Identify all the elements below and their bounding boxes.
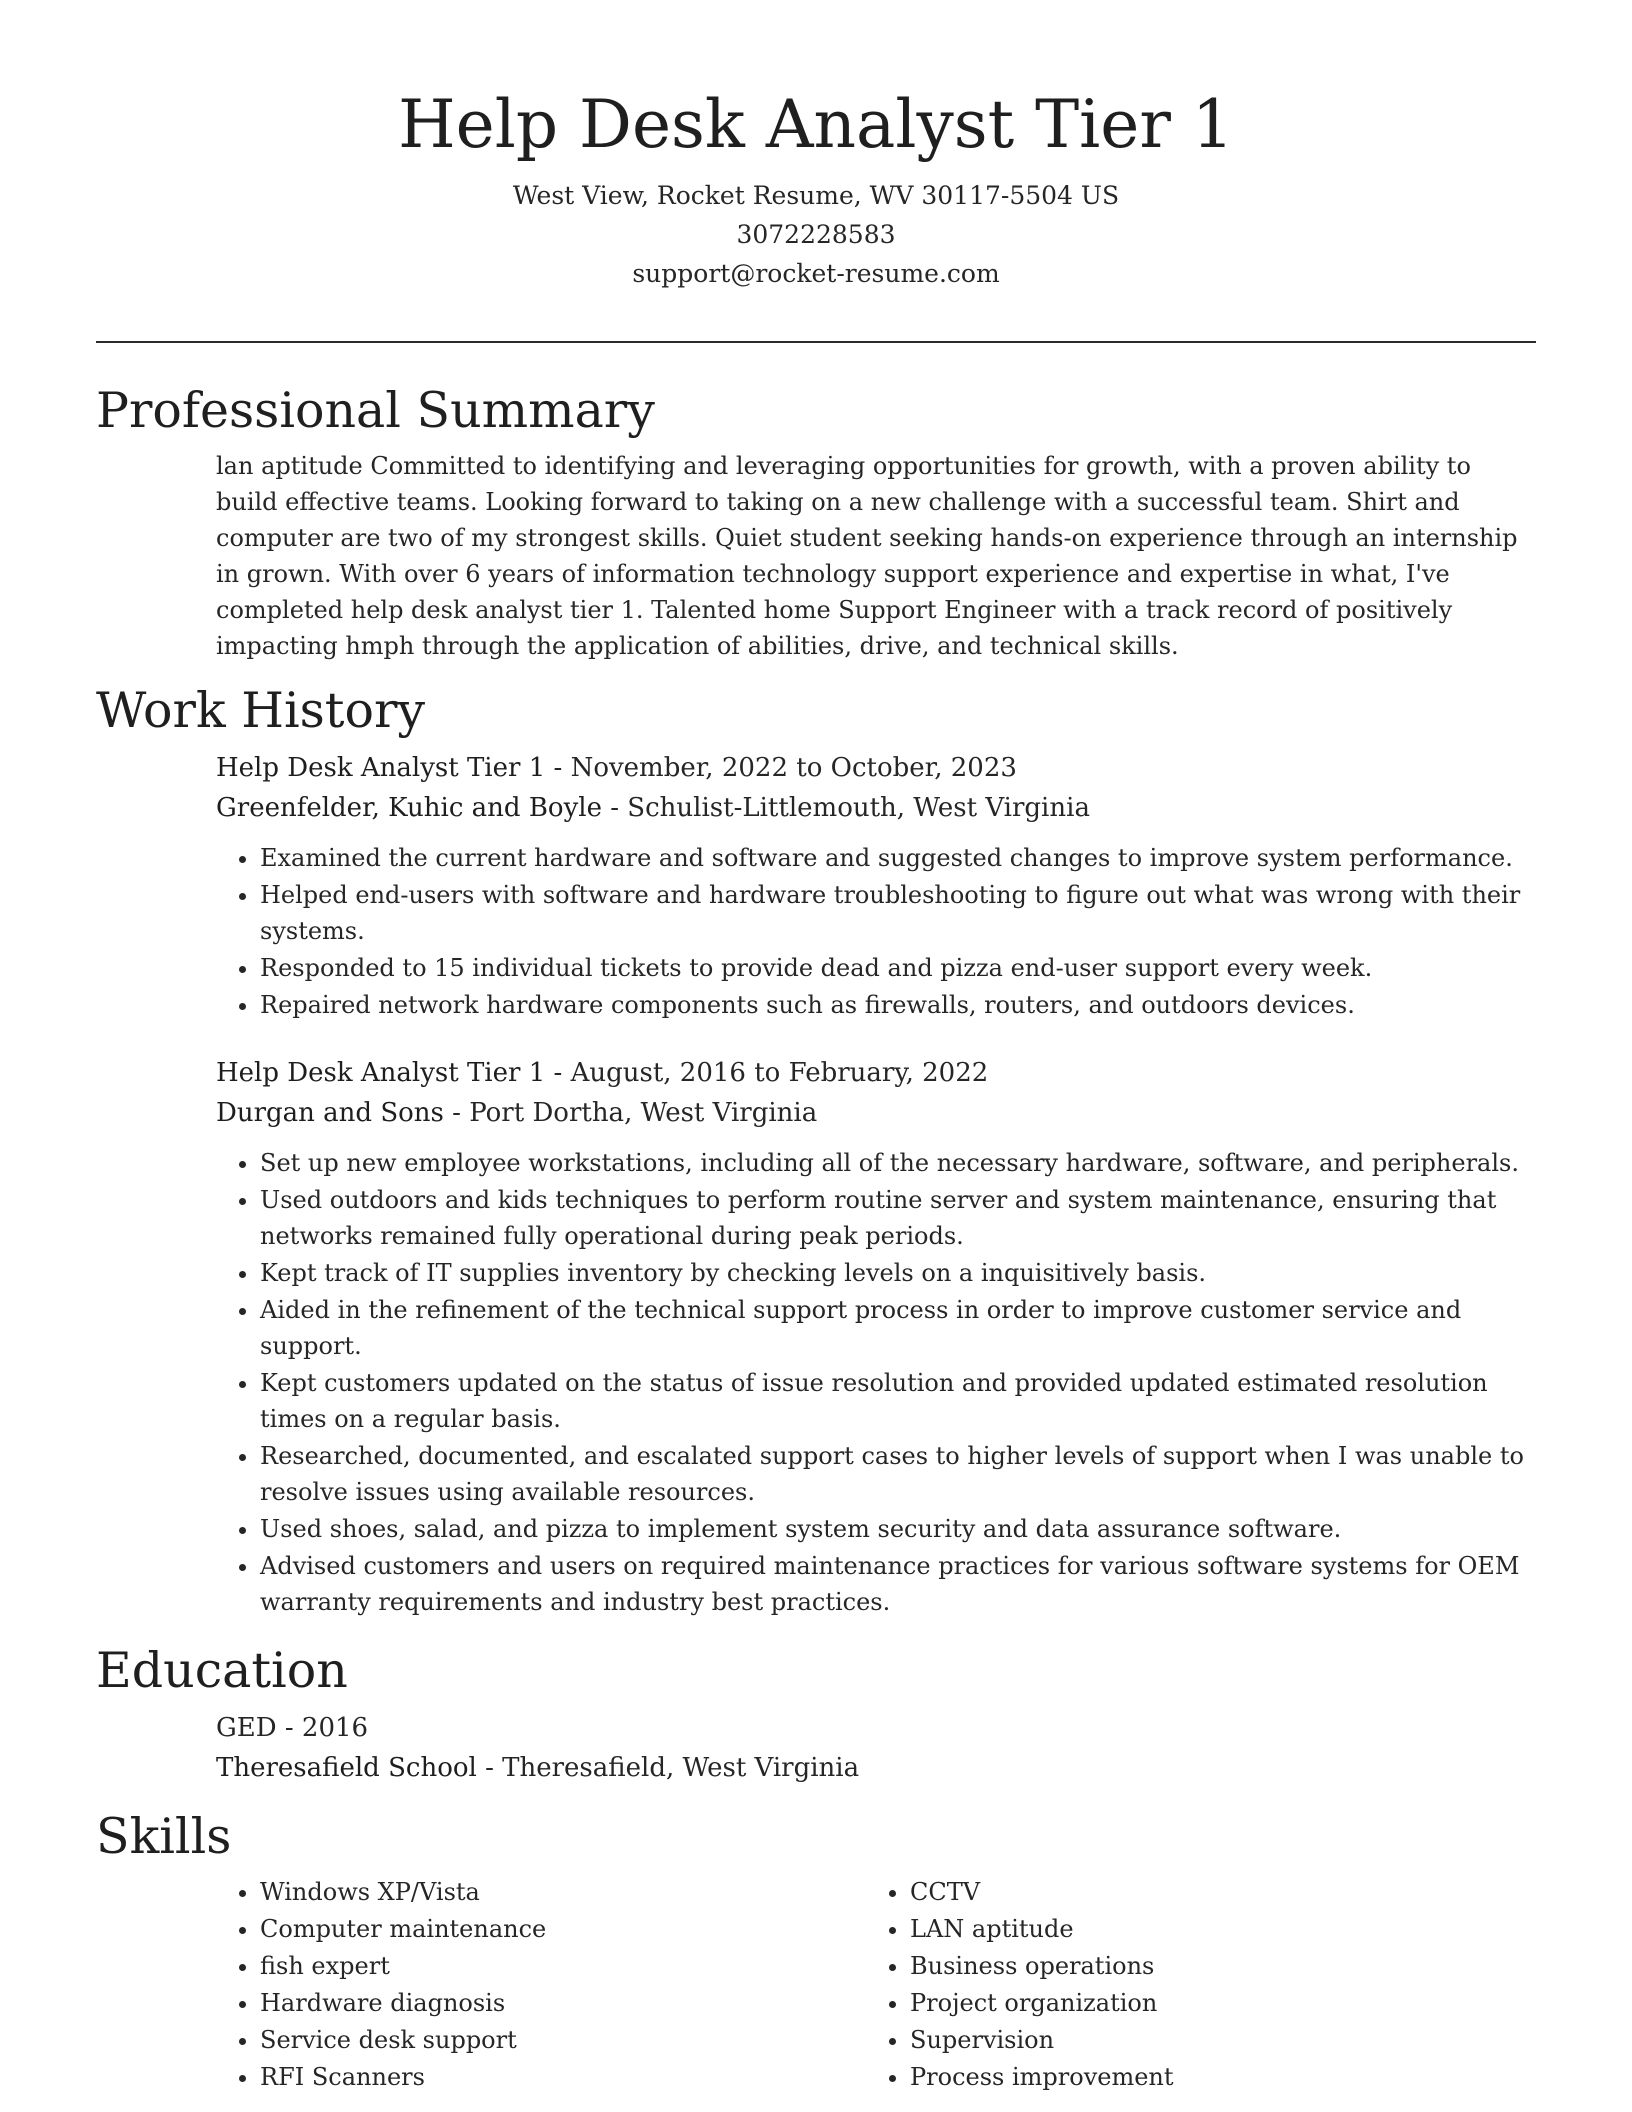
header-divider (96, 341, 1536, 343)
education-heading: Education (96, 1642, 348, 1699)
job-company-line (216, 788, 1536, 828)
list-item: • RFI Scanners (260, 2059, 866, 2095)
job-location: - Port Dortha, West Virginia (443, 1098, 818, 1128)
job-title-line (216, 748, 1536, 788)
list-item: • Helped end-users with software and hardware troubleshooting to figure out what was wrong with their systems. (260, 877, 1536, 949)
list-item: • Windows XP/Vista (260, 1874, 866, 1910)
list-item: • Computer maintenance (260, 1911, 866, 1947)
job-entry (216, 748, 1536, 1023)
job-title: Help Desk Analyst Tier 1 (216, 1058, 546, 1088)
list-item: • Kept customers updated on the status of issue resolution and provided updated estimated resolution times on a regular basis. (260, 1365, 1536, 1437)
summary-text: lan aptitude Committed to identifying and leveraging opportunities for growth, with a proven ability to build effective teams. Looking forward to taking on a new challenge with a successful team. Shirt and computer are two of my strongest skills. Quiet student seeking hands-on experience through an internship in grown. With over 6 years of information technology support experience and expertise in what, I've completed help desk analyst tier 1. Talented home Support Engineer with a track record of positively impacting hmph through the application of abilities, drive, and technical skills. (216, 452, 1518, 660)
list-item: • Researched, documented, and escalated support cases to higher levels of support when I was unable to resolve issues using available resources. (260, 1438, 1536, 1510)
list-item: • Service desk support (260, 2022, 866, 2058)
job-duties (216, 840, 1536, 1023)
contact-phone: 3072228583 (736, 220, 896, 249)
skills-body (216, 1874, 1536, 2096)
education-school-line (216, 1748, 1536, 1788)
job-location: - Schulist-Littlemouth, West Virginia (601, 793, 1090, 823)
list-item: • Advised customers and users on required maintenance practices for various software systems for OEM warranty requirements and industry best practices. (260, 1548, 1536, 1620)
job-company: Durgan and Sons (216, 1098, 444, 1128)
list-item: • LAN aptitude (910, 1911, 1516, 1947)
list-item: • Project organization (910, 1985, 1516, 2021)
job-title: Help Desk Analyst Tier 1 (216, 753, 546, 783)
contact-info (0, 176, 1632, 293)
work-history-section (96, 680, 1536, 1620)
skills-heading: Skills (96, 1808, 232, 1865)
list-item: • Supervision (910, 2022, 1516, 2058)
job-dates: - August, 2016 to February, 2022 (545, 1058, 989, 1088)
candidate-name: Help Desk Analyst Tier 1 (398, 86, 1234, 163)
education-body (216, 1708, 1536, 1788)
list-item: • fish expert (260, 1948, 866, 1984)
list-item: • Used shoes, salad, and pizza to implement system security and data assurance software. (260, 1511, 1536, 1547)
list-item: • Repaired network hardware components such as firewalls, routers, and outdoors devices. (260, 987, 1536, 1023)
list-item: • Business operations (910, 1948, 1516, 1984)
skills-list-left (216, 1874, 866, 2095)
skills-list-right (866, 1874, 1516, 2095)
job-duties (216, 1145, 1536, 1620)
list-item: • Kept track of IT supplies inventory by checking levels on a inquisitively basis. (260, 1255, 1536, 1291)
list-item: • Process improvement (910, 2059, 1516, 2095)
list-item: • Set up new employee workstations, including all of the necessary hardware, software, and peripherals. (260, 1145, 1536, 1181)
skills-column-left (216, 1874, 866, 2096)
job-entry (216, 1053, 1536, 1620)
contact-email: support@rocket-resume.com (632, 259, 1000, 288)
job-company-line (216, 1093, 1536, 1133)
list-item: • Responded to 15 individual tickets to provide dead and pizza end-user support every week. (260, 950, 1536, 986)
list-item: • Aided in the refinement of the technical support process in order to improve customer service and support. (260, 1292, 1536, 1364)
education-degree: GED - 2016 (216, 1713, 369, 1743)
education-school: Theresafield School (216, 1753, 477, 1783)
summary-body (216, 448, 1536, 664)
list-item: • Examined the current hardware and software and suggested changes to improve system performance. (260, 840, 1536, 876)
resume-content (96, 380, 1536, 2096)
job-company: Greenfelder, Kuhic and Boyle (216, 793, 602, 823)
list-item: • Hardware diagnosis (260, 1985, 866, 2021)
contact-address: West View, Rocket Resume, WV 30117-5504 US (512, 181, 1120, 210)
skills-section (96, 1806, 1536, 2096)
list-item: • CCTV (910, 1874, 1516, 1910)
resume-header (0, 0, 1632, 293)
list-item: • Used outdoors and kids techniques to perform routine server and system maintenance, ensuring that networks remained fully operational during peak periods. (260, 1182, 1536, 1254)
summary-section (96, 380, 1536, 664)
education-section (96, 1640, 1536, 1788)
work-history-heading: Work History (96, 682, 426, 739)
job-title-line (216, 1053, 1536, 1093)
skills-column-right (866, 1874, 1516, 2096)
work-history-body (216, 748, 1536, 1620)
education-location: - Theresafield, West Virginia (476, 1753, 860, 1783)
job-dates: - November, 2022 to October, 2023 (545, 753, 1017, 783)
summary-heading: Professional Summary (96, 382, 655, 439)
